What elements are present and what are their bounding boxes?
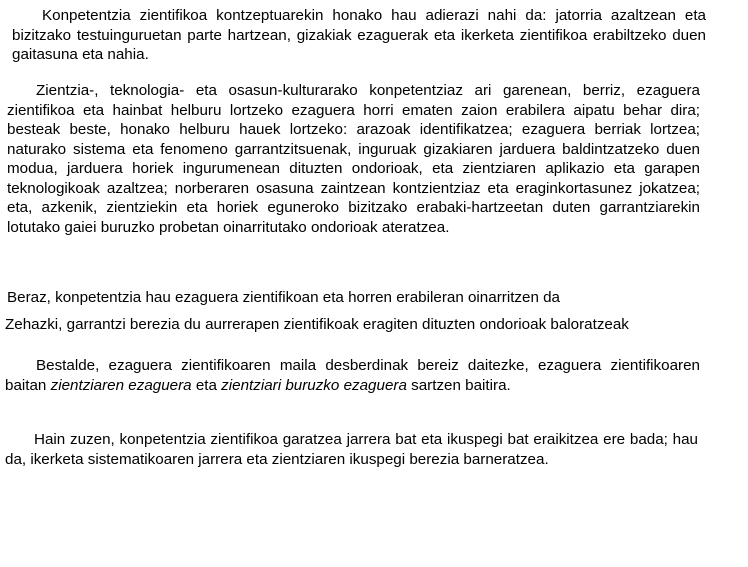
paragraph-5-text-middle: eta [191,376,222,394]
paragraph-5-text-end: sartzen baitira. [406,376,511,394]
paragraph-2: Zientzia-, teknologia- eta osasun-kulturarako konpetentziaz ari garenean, berriz, ezaguera zientifikoa eta hainbat helburu lortzeko ezaguera horri ematen zaion erabilera aipatu behar dira; besteak beste, honako helburu hauek lortzeko: arazoak identifikatzea; ezaguera berriak lortzea; naturako sistema eta fenomeno garrantzitsuenak, inguruak gizakiaren jarduera baldintzatzeko duen modua, jarduera horiek ingurumenean dituzten ondorioak, eta zientziaren aplikazio eta garapen teknologikoak azaltzea; norberaren osasuna zaintzean kontzientziaz eta eraginkortasunez jokatzea; eta, azkenik, zientziekin eta horiek eguneroko bizitzako erabaki-hartzeetan duten garrantziarekin lotutako gaiei buruzko probetan oinarritutako ondorioak ateratzea. [7,82,700,236]
paragraph-6: Hain zuzen, konpetentzia zientifikoa garatzea jarrera bat eta ikuspegi bat eraikitzea ere bada; hau da, ikerketa sistematikoaren jarrera eta zientziaren ikuspegi berezia barneratzea. [5,431,698,468]
paragraph-5-text-start: Bestalde, ezaguera zientifikoaren maila desberdinak bereiz daitezke, ezaguera zientifikoaren baitan [5,357,700,394]
paragraph-5-italic-term-2: zientziari buruzko ezaguera [221,376,407,394]
paragraph-4: Zehazki, garrantzi berezia du aurrerapen zientifikoak eragiten dituzten ondorioak baloratzeak [5,316,629,333]
paragraph-3: Beraz, konpetentzia hau ezaguera zientifikoan eta horren erabileran oinarritzen da [7,289,561,306]
paragraph-1: Konpetentzia zientifikoa kontzeptuarekin honako hau adierazi nahi da: jatorria azaltzean eta bizitzako testuinguruetan parte hartzean, gizakiak ezaguerak eta ikerketa zientifikoa erabiltzeko duen gaitasuna eta nahia. [12,7,706,63]
paragraph-5-italic-term-1: zientziaren ezaguera [50,376,192,394]
paragraph-5 [5,356,700,395]
